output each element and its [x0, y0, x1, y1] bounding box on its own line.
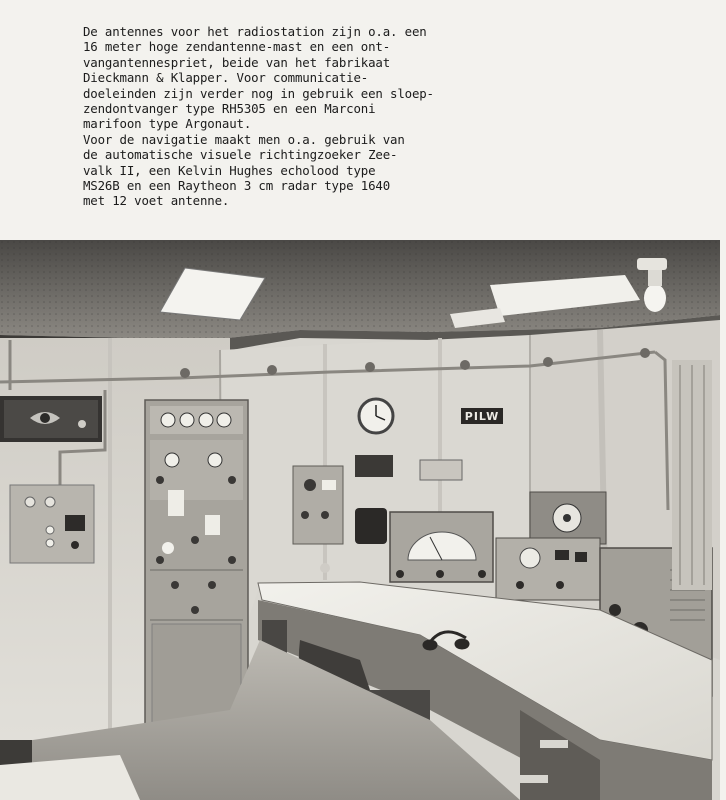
- article-line: 16 meter hoge zendantenne-mast en een ont-: [83, 39, 391, 55]
- radio-room-illustration: [0, 240, 720, 800]
- article-line: MS26B en een Raytheon 3 cm radar type 1640: [83, 178, 391, 194]
- article-line: valk II, een Kelvin Hughes echolood type: [83, 162, 376, 178]
- transmitter-cabinet: [145, 400, 248, 730]
- article-line: de automatische visuele richtingzoeker Zee-: [83, 147, 398, 163]
- callsign-text: PILW: [464, 410, 500, 423]
- article-line: Voor de navigatie maakt men o.a. gebruik van: [83, 131, 405, 147]
- radio-room-photo: [0, 240, 720, 800]
- article-text: [83, 24, 463, 209]
- article-line: zendontvanger type RH5305 en een Marconi: [83, 101, 376, 117]
- main-receiver: [390, 512, 493, 582]
- power-control-box: [10, 485, 94, 563]
- echo-sounder-unit: [496, 538, 600, 600]
- article-line: Dieckmann & Klapper. Voor communicatie-: [83, 70, 369, 86]
- radar-display-unit: [530, 492, 606, 544]
- article-line: marifoon type Argonaut.: [83, 116, 252, 132]
- callsign-plate: [461, 408, 503, 424]
- article-line: De antennes voor het radiostation zijn o.a. een: [83, 24, 427, 39]
- window-curtain: [672, 360, 712, 590]
- article-line: met 12 voet antenne.: [83, 193, 230, 209]
- direction-finder-panel: [0, 396, 102, 442]
- wall-clock: [359, 399, 393, 433]
- telephone-handset: [355, 508, 387, 544]
- article-line: doeleinden zijn verder nog in gebruik een sloep-: [83, 85, 434, 101]
- article-line: vangantennespriet, beide van het fabrikaat: [83, 54, 391, 70]
